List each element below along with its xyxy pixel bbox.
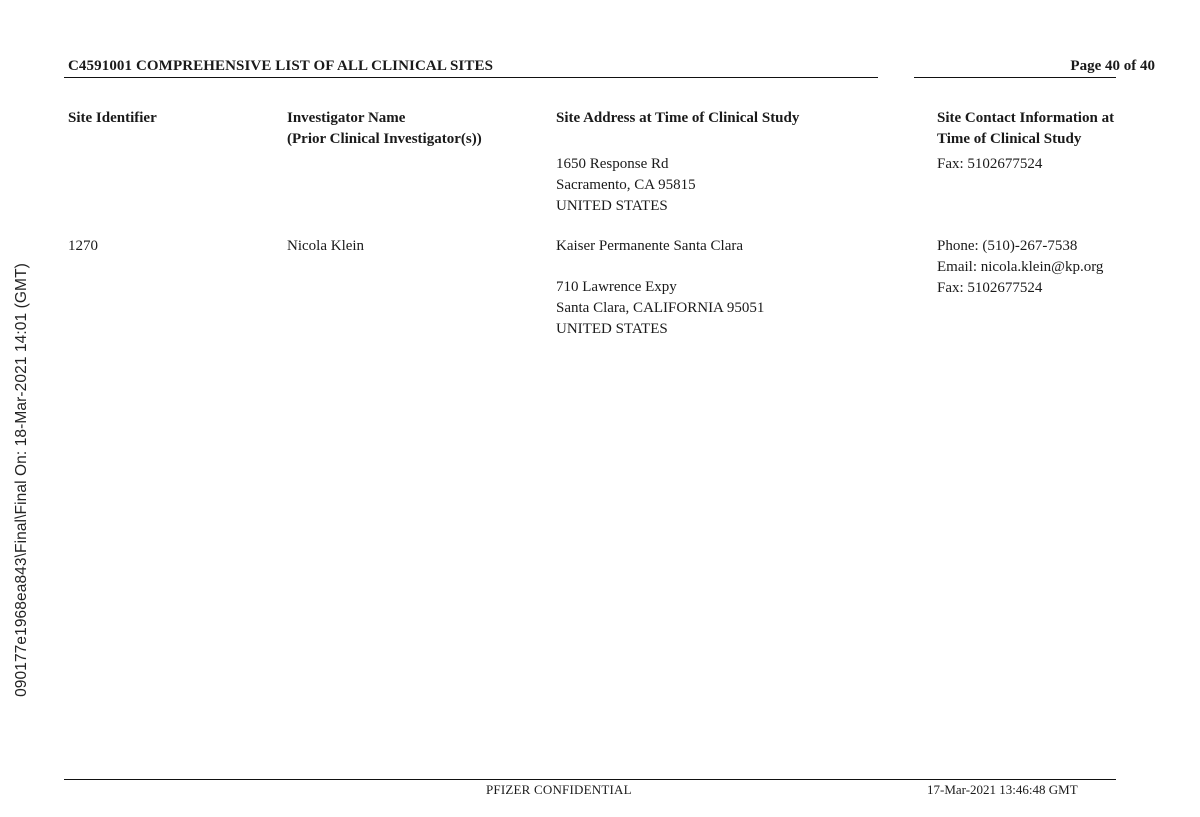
document-title: C4591001 COMPREHENSIVE LIST OF ALL CLINICAL SITES [68, 58, 494, 74]
column-header-contact-line2: Time of Clinical Study [937, 131, 1082, 147]
address-city: Santa Clara, CALIFORNIA 95051 [556, 300, 765, 316]
address-country: UNITED STATES [556, 198, 668, 214]
address-street: 1650 Response Rd [556, 156, 669, 172]
column-header-investigator-line1: Investigator Name [287, 110, 406, 126]
contact-fax: Fax: 5102677524 [937, 280, 1043, 296]
page-number: Page 40 of 40 [1070, 58, 1155, 74]
address-country: UNITED STATES [556, 321, 668, 337]
column-header-investigator [287, 108, 482, 150]
footer-divider [64, 779, 1116, 780]
column-header-address: Site Address at Time of Clinical Study [556, 110, 800, 126]
confidentiality-notice: PFIZER CONFIDENTIAL [486, 782, 632, 797]
footer-timestamp: 17-Mar-2021 13:46:48 GMT [927, 782, 1078, 797]
table-row-0-address [556, 154, 696, 217]
address-city: Sacramento, CA 95815 [556, 177, 696, 193]
table-row-1-address [556, 236, 764, 340]
contact-fax: Fax: 5102677524 [937, 156, 1043, 172]
table-row-1-investigator: Nicola Klein [287, 238, 365, 254]
address-street: 710 Lawrence Expy [556, 279, 677, 295]
header-divider-gap [878, 75, 914, 79]
header-divider [64, 77, 1116, 78]
column-header-contact [937, 108, 1114, 150]
document-id-stamp: 090177e1968ea843\Final\Final On: 18-Mar-2021 14:01 (GMT) [13, 263, 30, 697]
column-header-contact-line1: Site Contact Information at [937, 110, 1115, 126]
table-row-0-contact [937, 154, 1042, 175]
table-row-1-contact [937, 236, 1103, 299]
address-site-name: Kaiser Permanente Santa Clara [556, 238, 744, 254]
column-header-investigator-line2: (Prior Clinical Investigator(s)) [287, 131, 482, 147]
column-header-site-identifier: Site Identifier [68, 110, 157, 126]
contact-email: Email: nicola.klein@kp.org [937, 259, 1104, 275]
table-row-1-site-id: 1270 [68, 238, 98, 254]
contact-phone: Phone: (510)-267-7538 [937, 238, 1078, 254]
